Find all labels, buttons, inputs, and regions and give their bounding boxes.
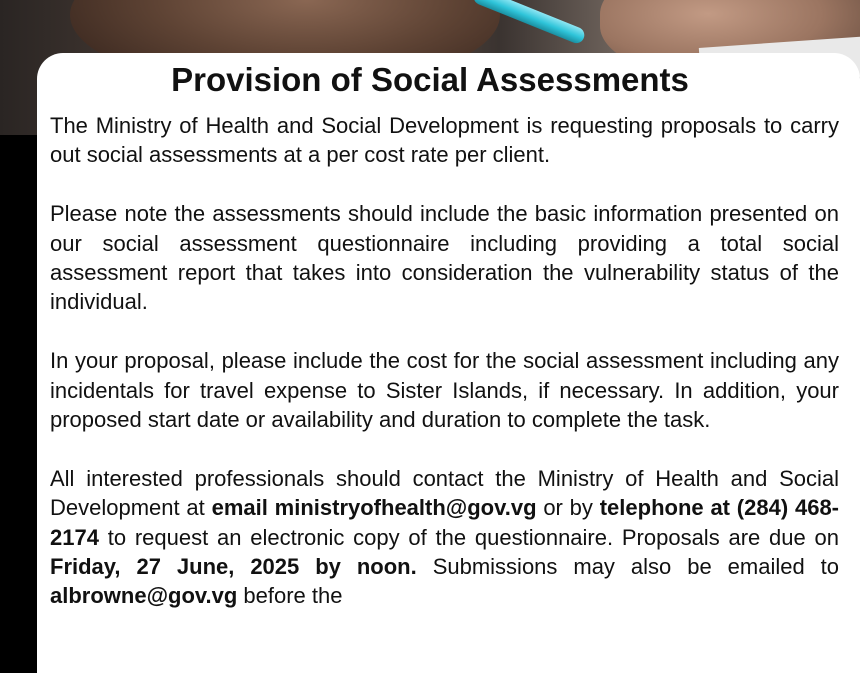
due-date: Friday, 27 June, 2025 by noon. [50,554,417,580]
contact-telephone: telephone at (284) 468-2174 [50,495,840,550]
paragraph-proposal-requirements: In your proposal, please include the cost for the social assessment including any incidentals for travel expense to Sister Islands, if necessary. In addition, your proposed start date or availability and duration to complete the task. [50,348,839,433]
notice-body [50,111,839,640]
contact-text: All interested professionals should contact the Ministry of Health and Social Development at [50,465,839,521]
contact-text: before the [237,583,343,609]
contact-text: Submissions may also be emailed to [416,554,840,580]
paragraph-intro: The Ministry of Health and Social Development is requesting proposals to carry out social assessments at a per cost rate per client. [50,113,839,168]
paragraph-contact [50,464,839,611]
contact-text: or by [536,495,600,521]
submission-email: albrowne@gov.vg [50,583,238,609]
paragraph-assessment-scope: Please note the assessments should include the basic information presented on our social assessment questionnaire including providing a total social assessment report that takes into consideration the vulnerability status of the individual. [50,201,839,315]
contact-text: to request an electronic copy of the questionnaire. Proposals are due on [98,524,839,550]
contact-email: email ministryofhealth@gov.vg [211,495,537,521]
page-title: Provision of Social Assessments [171,61,689,98]
